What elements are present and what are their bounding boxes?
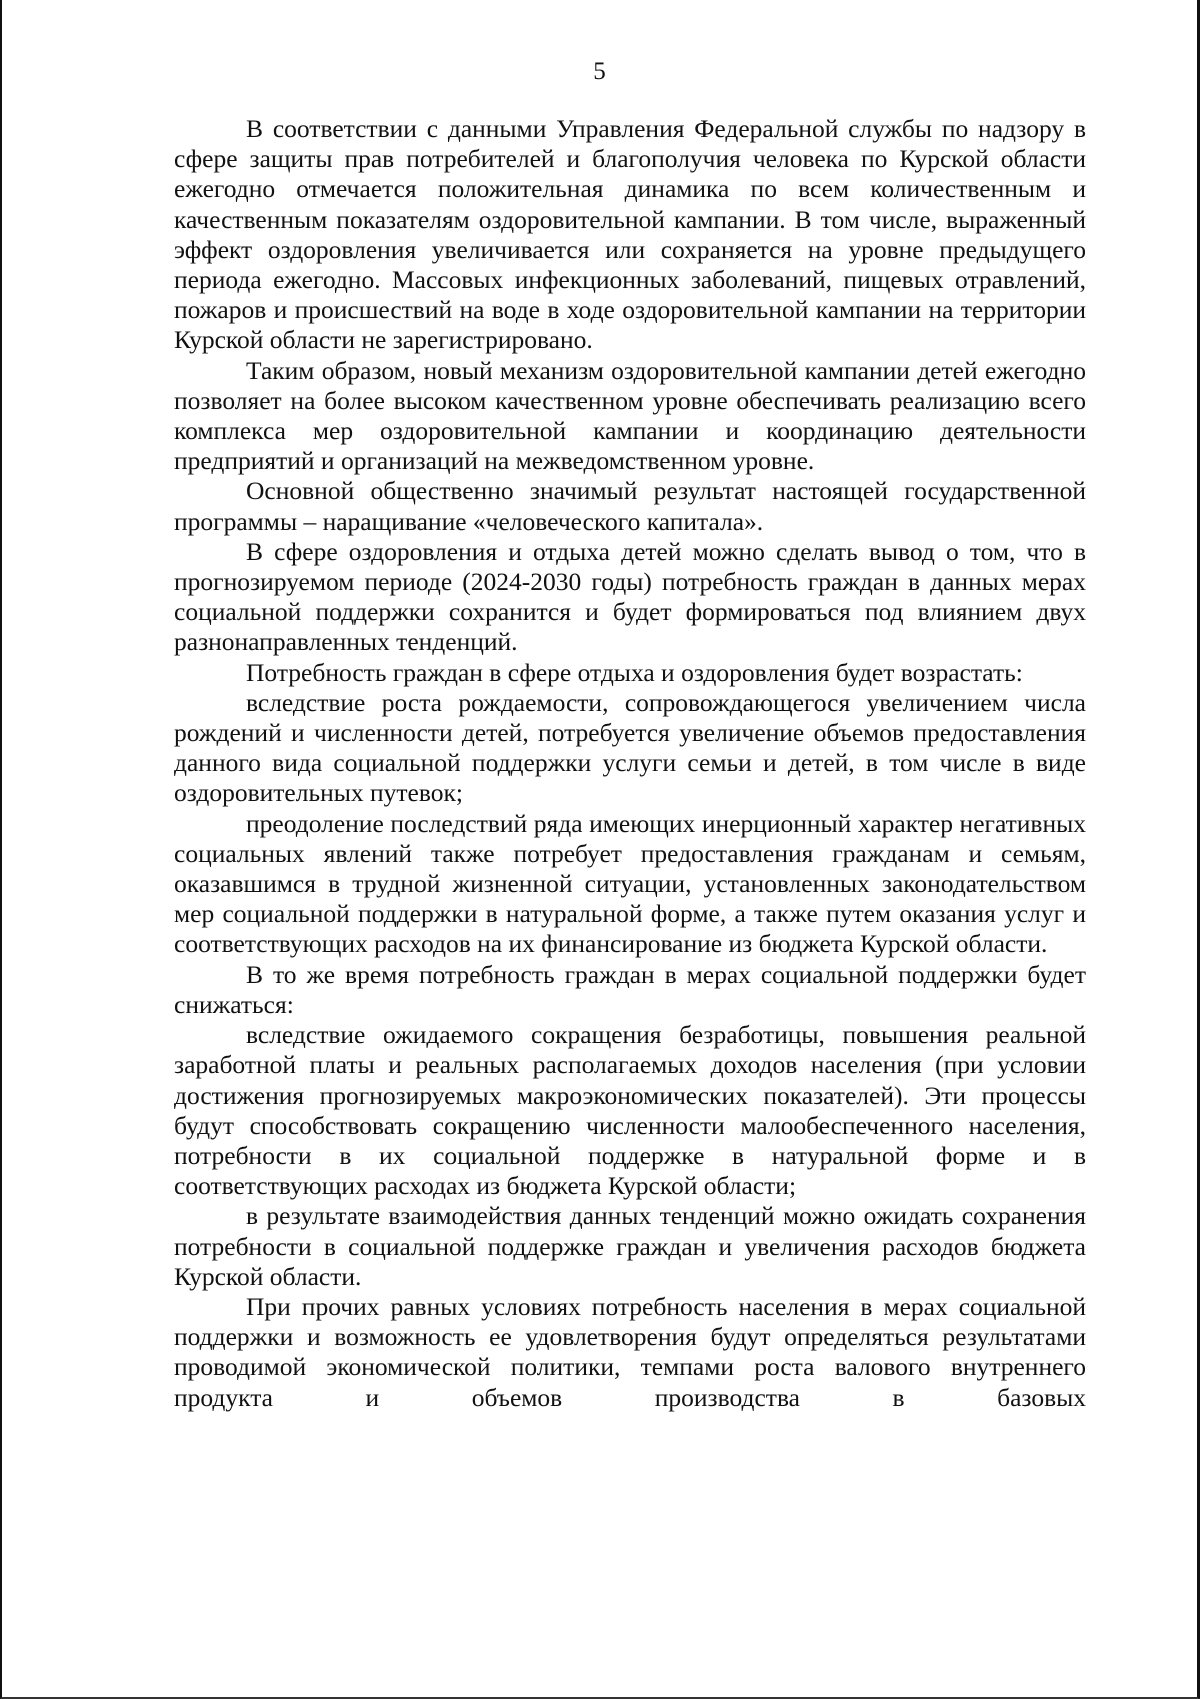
page-number: 5 [593, 58, 606, 85]
paragraph-tendencies-interaction: в результате взаимодействия данных тенденций можно ожидать сохранения потребности в социальной поддержке граждан и увеличения расходов бюджета Курской области. [174, 1201, 1086, 1291]
paragraph-birth-rate: вследствие роста рождаемости, сопровождающегося увеличением числа рождений и численности детей, потребуется увеличение объемов предоставления данного вида социальной поддержки услуги семьи и детей, в том числе в виде оздоровительных путевок; [174, 687, 1086, 808]
paragraph-rospotrebnadzor-data: В соответствии с данными Управления Федеральной службы по надзору в сфере защиты прав потребителей и благополучия человека по Курской области ежегодно отмечается положительная динамика по всем количественным и качественным показателям оздоровительной кампании. В том числе, выраженный эффект оздоровления увеличивается или сохраняется на уровне предыдущего периода ежегодно. Массовых инфекционных заболеваний, пищевых отравлений, пожаров и происшествий на воде в ходе оздоровительной кампании на территории Курской области не зарегистрировано. [174, 114, 1086, 355]
paragraph-demand-decrease: В то же время потребность граждан в мерах социальной поддержки будет снижаться: [174, 959, 1086, 1019]
document-body [174, 114, 1086, 1413]
paragraph-forecast-period: В сфере оздоровления и отдыха детей можно сделать вывод о том, что в прогнозируемом периоде (2024-2030 годы) потребность граждан в данных мерах социальной поддержки сохранится и будет формироваться под влиянием двух разнонаправленных тенденций. [174, 536, 1086, 657]
paragraph-economic-policy: При прочих равных условиях потребность населения в мерах социальной поддержки и возможность ее удовлетворения будут определяться результатами проводимой экономической политики, темпами роста валового внутреннего продукта и объемов производства в базовых [174, 1291, 1086, 1412]
paragraph-new-mechanism: Таким образом, новый механизм оздоровительной кампании детей ежегодно позволяет на более высоком качественном уровне обеспечивать реализацию всего комплекса мер оздоровительной кампании и координацию деятельности предприятий и организаций на межведомственном уровне. [174, 355, 1086, 476]
paragraph-main-result: Основной общественно значимый результат настоящей государственной программы – наращивание «человеческого капитала». [174, 476, 1086, 536]
paragraph-demand-increase: Потребность граждан в сфере отдыха и оздоровления будет возрастать: [246, 657, 1023, 687]
paragraph-unemployment-reduction: вследствие ожидаемого сокращения безработицы, повышения реальной заработной платы и реальных располагаемых доходов населения (при условии достижения прогнозируемых макроэкономических показателей). Эти процессы будут способствовать сокращению численности малообеспеченного населения, потребности в их социальной поддержке в натуральной форме и в соответствующих расходах из бюджета Курской области; [174, 1020, 1086, 1201]
paragraph-negative-phenomena: преодоление последствий ряда имеющих инерционный характер негативных социальных явлений также потребует предоставления гражданам и семьям, оказавшимся в трудной жизненной ситуации, установленных законодательством мер социальной поддержки в натуральной форме, а также путем оказания услуг и соответствующих расходов на их финансирование из бюджета Курской области. [174, 808, 1086, 959]
